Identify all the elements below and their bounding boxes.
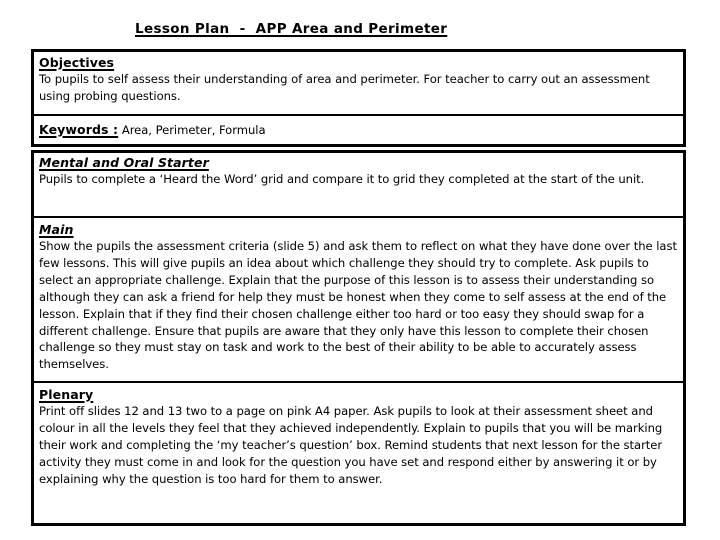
plenary-section: [34, 381, 683, 488]
plenary-heading: Plenary: [39, 387, 94, 402]
objectives-heading: Objectives: [39, 55, 115, 70]
lesson-activities-box: [31, 150, 686, 526]
objectives-text: To pupils to self assess their understanding of area and perimeter. For teacher to carry out an assessment using probing questions.: [39, 72, 650, 103]
main-heading: Main: [39, 222, 74, 237]
page-title: Lesson Plan - APP Area and Perimeter: [135, 21, 448, 37]
starter-heading: Mental and Oral Starter: [39, 155, 209, 170]
starter-section: [34, 153, 683, 216]
objectives-keywords-box: [31, 49, 686, 147]
keywords-heading: Keywords :: [39, 122, 119, 137]
starter-text: Pupils to complete a ‘Heard the Word’ grid and compare it to grid they completed at the start of the unit.: [39, 172, 645, 186]
main-section: [34, 216, 683, 381]
objectives-section: [34, 52, 683, 114]
keywords-section: [34, 114, 683, 147]
keywords-text: Area, Perimeter, Formula: [121, 123, 266, 137]
plenary-text: Print off slides 12 and 13 two to a page on pink A4 paper. Ask pupils to look at their assessment sheet and colour in all the levels they feel that they achieved independently. Explain to pupils that you will be marking their work and completing the ‘my teacher’s question’ box. Remind students that next lesson for the starter activity they must come in and look for the question you have set and respond either by answering it or by explaining why the question is too hard for them to answer.: [39, 404, 663, 486]
main-text: Show the pupils the assessment criteria (slide 5) and ask them to reflect on what they have done over the last few lessons. This will give pupils an idea about which challenge they should try to complete. Ask pupils to select an appropriate challenge. Explain that the purpose of this lesson is to assess their understanding so although they can ask a friend for help they must be honest when they come to self assess at the end of the lesson. Explain that if they find their chosen challenge either too hard or too easy they should swap for a different challenge. Ensure that pupils are aware that they only have this lesson to complete their chosen challenge so they must stay on task and work to the best of their ability to be able to accurately assess themselves.: [39, 239, 677, 372]
